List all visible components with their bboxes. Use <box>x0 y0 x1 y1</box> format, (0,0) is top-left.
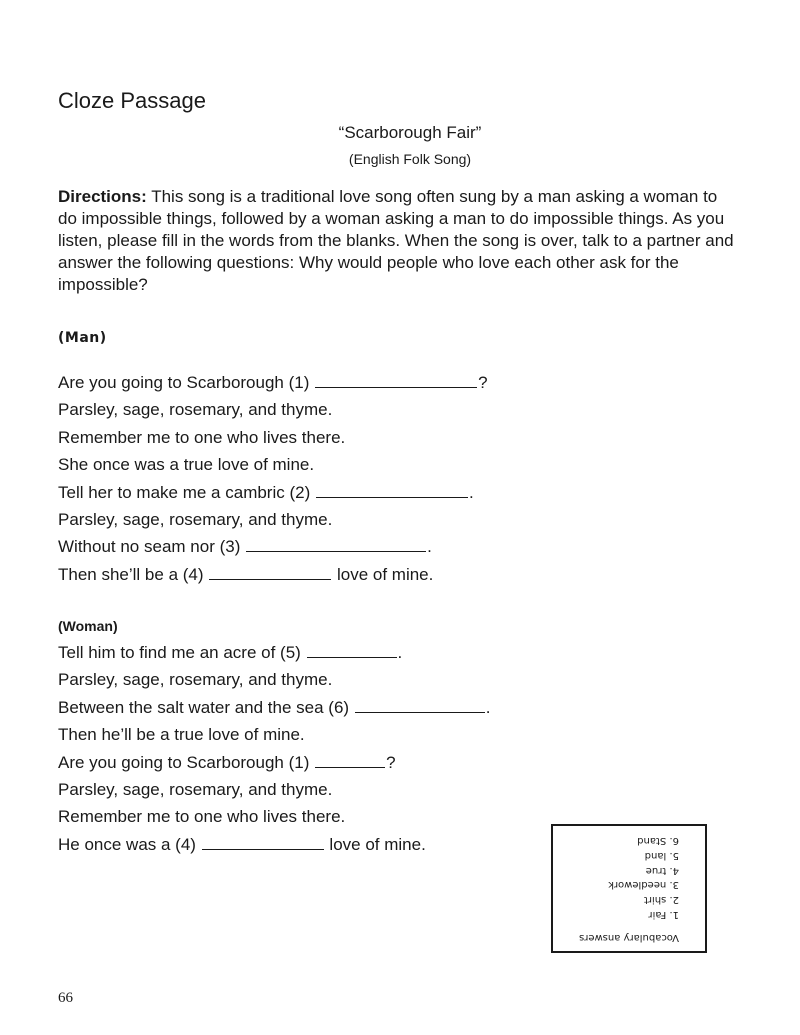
fill-in-blank[interactable] <box>316 483 468 498</box>
lyric-line: Are you going to Scarborough (1) ? <box>58 373 488 392</box>
answer-item: 1. Fair <box>648 909 679 920</box>
directions-label: Directions: <box>58 187 147 206</box>
man-lyrics <box>58 369 488 588</box>
fill-in-blank[interactable] <box>202 835 324 850</box>
woman-section-label: (Woman) <box>58 618 118 634</box>
lyric-line: Are you going to Scarborough (1) ? <box>58 752 396 772</box>
page-number: 66 <box>58 990 73 1006</box>
directions-paragraph <box>58 186 738 296</box>
page-title: Cloze Passage <box>58 88 206 113</box>
lyric-line: Then he’ll be a true love of mine. <box>58 725 305 745</box>
lyric-line: Parsley, sage, rosemary, and thyme. <box>58 670 333 690</box>
fill-in-blank[interactable] <box>209 565 331 580</box>
answer-item: 3. needlework <box>608 879 679 891</box>
vocabulary-answers-box <box>551 824 707 953</box>
fill-in-blank[interactable] <box>315 373 477 388</box>
answer-item: 6. Stand <box>637 835 679 847</box>
lyric-line: Remember me to one who lives there. <box>58 807 346 827</box>
song-subtitle: (English Folk Song) <box>348 151 472 167</box>
lyric-line: Parsley, sage, rosemary, and thyme. <box>58 509 333 529</box>
answer-item: 5. land <box>644 849 679 861</box>
song-title: “Scarborough Fair” <box>338 123 482 142</box>
answer-item: 4. true <box>645 864 679 876</box>
lyric-line: He once was a (4) love of mine. <box>58 834 426 854</box>
lyric-line: Without no seam nor (3) . <box>58 537 432 557</box>
man-section-label: (Man) <box>58 330 107 346</box>
fill-in-blank[interactable] <box>315 753 385 768</box>
lyric-line: Between the salt water and the sea (6) . <box>58 697 491 717</box>
lyric-line: She once was a true love of mine. <box>58 455 315 475</box>
fill-in-blank[interactable] <box>355 698 485 713</box>
lyric-line: Tell him to find me an acre of (5) . <box>58 643 403 662</box>
directions-text: This song is a traditional love song often sung by a man asking a woman to do impossible things, followed by a woman asking a man to do impossible things. As you listen, please fill in the words from the blanks. When the song is over, talk to a partner and answer the following questions: Why would people who love each other ask for the impossible? <box>58 187 734 294</box>
woman-lyrics <box>58 639 491 858</box>
answer-item: 2. shirt <box>643 894 679 906</box>
fill-in-blank[interactable] <box>246 537 426 552</box>
lyric-line: Remember me to one who lives there. <box>58 427 346 447</box>
lyric-line: Parsley, sage, rosemary, and thyme. <box>58 400 333 420</box>
lyric-line: Tell her to make me a cambric (2) . <box>58 482 474 502</box>
answers-list <box>608 832 679 921</box>
lyric-line: Parsley, sage, rosemary, and thyme. <box>58 779 333 799</box>
lyric-line: Then she’ll be a (4) love of mine. <box>58 564 434 584</box>
upside-down-answers <box>553 826 705 951</box>
answers-heading: Vocabulary answers <box>579 932 679 943</box>
fill-in-blank[interactable] <box>307 643 397 658</box>
